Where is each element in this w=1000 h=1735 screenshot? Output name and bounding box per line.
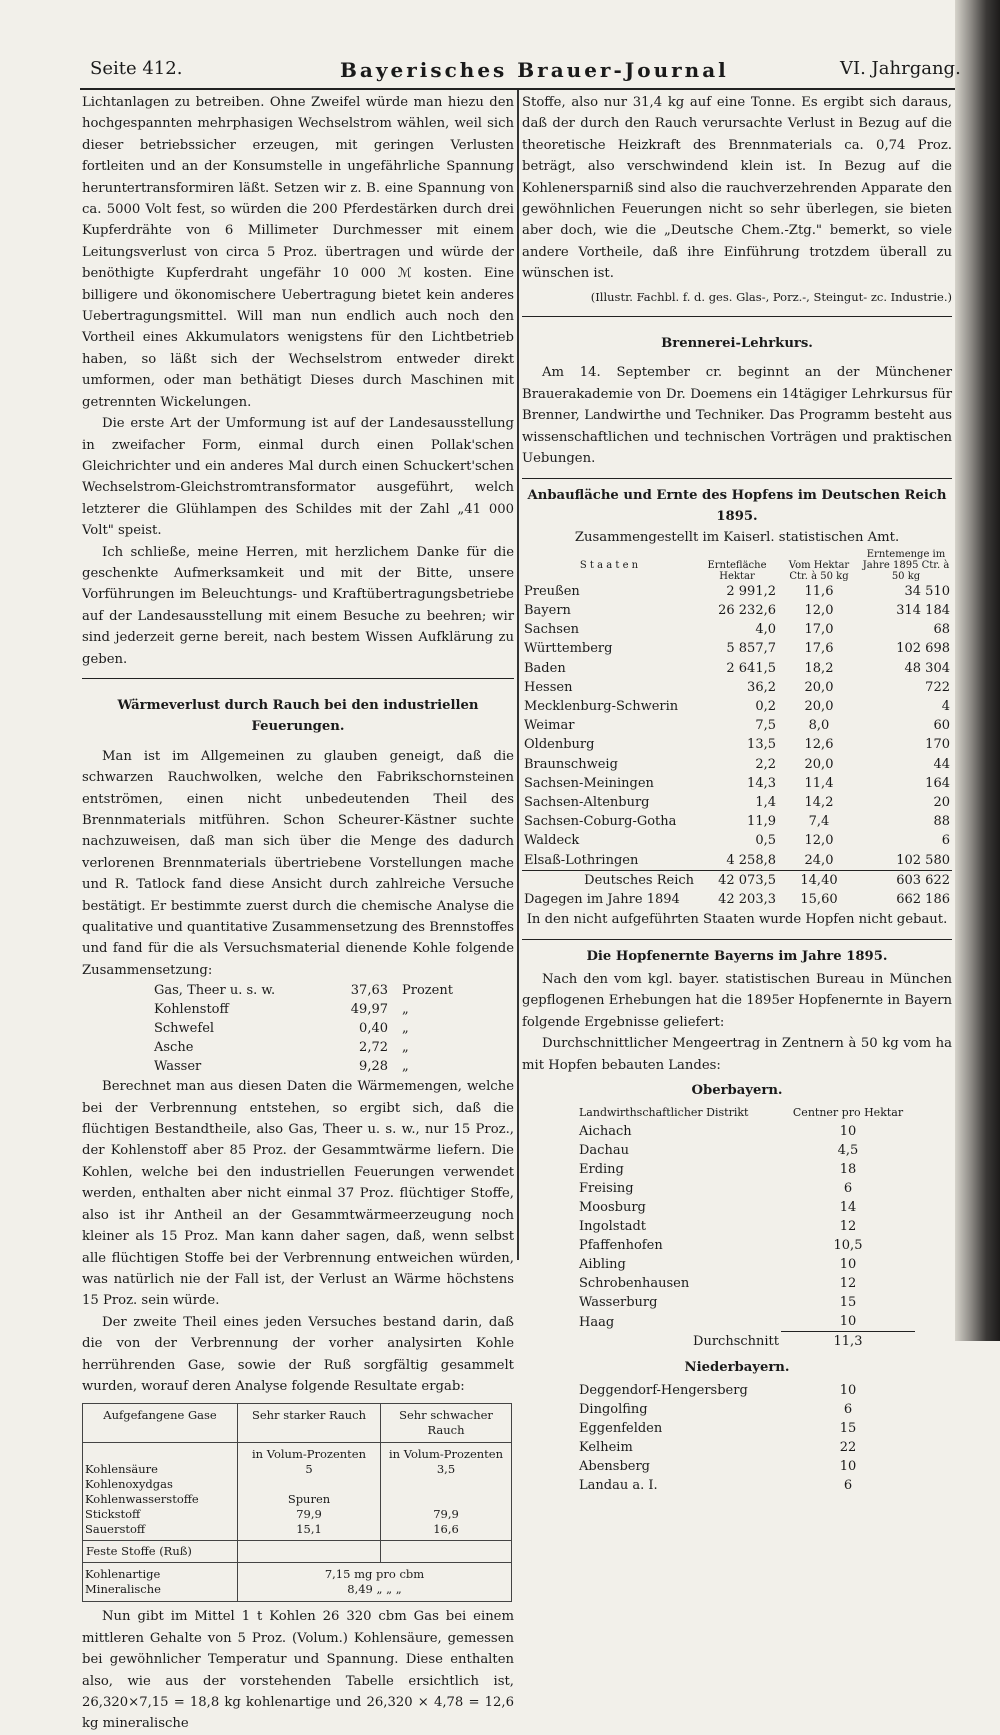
table-row: Preußen 2 991,2 11,6 34 510 <box>524 583 950 599</box>
table-row: Wasser 9,28 „ <box>154 1059 409 1075</box>
table-row: Eggenfelden 15 <box>579 1420 857 1436</box>
table-row: Weimar 7,5 8,0 60 <box>524 718 950 734</box>
table-row: Abensberg 10 <box>579 1458 857 1474</box>
paragraph: Lichtanlagen zu betreiben. Ohne Zweifel würde man hiezu den hochgespannten mehrphasigen Wechselstrom wählen, weil sich dieser betriebssicher erzeugen, mit geringen Verlusten fortleiten und an der Konsumstelle in ungefährliche Spannung heruntertransformiren läßt. Setzen wir z. B. eine Spannung von ca. 5000 Volt fest, so würden die 200 Pferdestärken durch drei Kupferdrähte von 6 Millimeter Durchmesser mit einem Leitungsverlust von circa 5 Proz. übertragen und würde der benöthigte Kupferdraht ungefähr 10 000 ℳ kosten. Eine billigere und ökonomischere Uebertragung bietet kein anderes Uebertragungsmittel. Will man nun endlich auch noch den Vortheil eines Akkumulators wenigstens für den Lichtbetrieb haben, so läßt sich der Wechselstrom entweder direkt umformen, oder man bethätigt Dieses durch Maschinen mit getrennten Wickelungen. <box>82 95 514 410</box>
paragraph: Stoffe, also nur 31,4 kg auf eine Tonne. Es ergibt sich daraus, daß der durch den Rauch verursachte Verlust in Bezug auf die theoretische Heizkraft des Brennmaterials ca. 0,74 Proz. beträgt, also verschwindend klein ist. In Bezug auf die Kohlenersparniß sind also die rauchverzehrenden Apparate den gewöhnlichen Feuerungen nicht so sehr überlegen, sie bieten aber doch, wie die „Deutsche Chem.-Ztg." bemerkt, so viele andere Vortheile, daß ihre Einführung trotzdem überall zu wünschen ist. <box>522 95 952 282</box>
page-edge-shadow <box>955 0 1000 1341</box>
table-row: Elsaß-Lothringen 4 258,8 24,0 102 580 <box>524 852 950 868</box>
table-row: Pfaffenhofen 10,5 <box>579 1238 863 1254</box>
paragraph: Der zweite Theil eines jeden Versuches bestand darin, daß die von der Verbrennung der vorher analysirten Kohle herrührenden Gase, sowie der Ruß sorgfältig gesammelt wurden, worauf deren Analyse folgende Resultate ergab: <box>82 1314 514 1394</box>
table-row: Moosburg 14 <box>579 1200 857 1216</box>
region-heading: Niederbayern. <box>684 1360 790 1376</box>
table-row: Asche 2,72 „ <box>154 1040 409 1056</box>
article-heading: Brennerei-Lehrkurs. <box>661 336 813 352</box>
page-number: Seite 412. <box>90 58 183 79</box>
table-row: Schwefel 0,40 „ <box>154 1021 409 1037</box>
table-row: Haag 10 <box>579 1314 857 1330</box>
right-column <box>522 92 952 1495</box>
table-row: Dingolfing 6 <box>579 1401 853 1417</box>
column-divider <box>517 90 519 1260</box>
table-header-row: Landwirthschaftlicher Distrikt Centner pro Hektar <box>579 1106 904 1120</box>
article-subheading: Zusammengestellt im Kaiserl. statistischen Amt. <box>574 530 900 546</box>
gas-analysis-table <box>82 1403 512 1602</box>
table-header-row: Aufgefangene Gase Sehr starker Rauch Sehr schwacher Rauch <box>83 1404 512 1443</box>
district-table-oberbayern <box>577 1103 915 1351</box>
volume-label: VI. Jahrgang. <box>840 58 961 79</box>
table-row: Aichach 10 <box>579 1124 857 1140</box>
table-row: Kelheim 22 <box>579 1439 857 1455</box>
table-row: Kohlenoxydgas <box>83 1477 512 1492</box>
source-citation: (Illustr. Fachbl. f. d. ges. Glas-, Porz.-, Steingut- zc. Industrie.) <box>590 289 952 304</box>
paragraph: Ich schließe, meine Herren, mit herzlichem Danke für die geschenkte Aufmerksamkeit und mit der Bitte, unsere Vorführungen im Beleuchtungs- und Kraftübertragungsbetriebe auf der Landesausstellung mit einem Besuche zu beehren; wir sind jederzeit gerne bereit, nach bestem Wissen Aufklärung zu geben. <box>82 544 514 667</box>
article-heading: Die Hopfenernte Bayerns im Jahre 1895. <box>586 948 888 964</box>
table-row: Deggendorf-Hengersberg 10 <box>579 1382 857 1398</box>
table-row: Schrobenhausen 12 <box>579 1276 857 1292</box>
section-rule <box>82 678 514 679</box>
table-row: Sachsen 4,0 17,0 68 <box>524 622 950 638</box>
table-row: in Volum-Prozenten in Volum-Prozenten <box>83 1443 512 1463</box>
table-row: Aibling 10 <box>579 1257 857 1273</box>
section-rule <box>522 478 952 479</box>
table-section-row: Feste Stoffe (Ruß) <box>83 1541 512 1563</box>
table-row: Wasserburg 15 <box>579 1295 857 1311</box>
district-table-niederbayern <box>577 1381 915 1495</box>
table-row: Dachau 4,5 <box>579 1143 859 1159</box>
table-row: Württemberg 5 857,7 17,6 102 698 <box>524 641 950 657</box>
table-row: Sachsen-Coburg-Gotha 11,9 7,4 88 <box>524 814 950 830</box>
table-row: Oldenburg 13,5 12,6 170 <box>524 737 950 753</box>
paragraph: Nun gibt im Mittel 1 t Kohlen 26 320 cbm Gas bei einem mittleren Gehalte von 5 Proz. (Volum.) Kohlensäure, gemessen bei gewöhnlicher Temperatur und Spannung. Diese enthalten also, wie aus der vorstehenden Tabelle ersichtlich ist, 26,320×7,15 = 18,8 kg kohlenartige und 26,320 × 4,78 = 12,6 kg mineralische <box>82 1609 514 1732</box>
paragraph: Die erste Art der Umformung ist auf der Landesausstellung in zweifacher Form, einmal durch einen Pollak'schen Gleichrichter und ein anderes Mal durch einen Schuckert'schen Wechselstrom-Gleichstromtransformator ausgeführt, welch letzterer die Glühlampen des Schildes mit der Zahl „41 000 Volt" speist. <box>82 416 514 539</box>
table-note: In den nicht aufgeführten Staaten wurde Hopfen nicht gebaut. <box>526 912 948 928</box>
table-row: Stickstoff 79,9 79,9 <box>83 1507 512 1522</box>
left-column <box>82 92 514 1735</box>
paragraph: Am 14. September cr. beginnt an der Münchener Brauerakademie von Dr. Doemens ein 14tägiger Lehrkursus für Brenner, Landwirthe und Techniker. Das Programm besteht aus wissenschaftlichen und technischen Vorträgen und praktischen Uebungen. <box>522 365 952 467</box>
table-row: Kohlenstoff 49,97 „ <box>154 1002 409 1018</box>
table-row: Gas, Theer u. s. w. 37,63 Prozent <box>154 983 453 999</box>
paragraph: Nach den vom kgl. bayer. statistischen Bureau in München gepflogenen Erhebungen hat die 1895er Hopfenernte in Bayern folgende Ergebnisse geliefert: <box>522 971 952 1030</box>
table-row: Freising 6 <box>579 1181 853 1197</box>
table-row: Sachsen-Meiningen 14,3 11,4 164 <box>524 775 950 791</box>
article-heading: Anbaufläche und Ernte des Hopfens im Deutschen Reich 1895. <box>527 487 947 524</box>
table-average-row: Durchschnitt 11,3 <box>577 1332 915 1352</box>
table-row: Waldeck 0,5 12,0 6 <box>524 833 950 849</box>
table-row: Kohlensäure 5 3,5 <box>83 1462 512 1477</box>
table-total-row: Deutsches Reich 42 073,5 14,40 603 622 <box>522 870 952 890</box>
table-row: Hessen 36,2 20,0 722 <box>524 679 950 695</box>
table-row: Bayern 26 232,6 12,0 314 184 <box>524 602 950 618</box>
table-row: Braunschweig 2,2 20,0 44 <box>524 756 950 772</box>
table-row: Sachsen-Altenburg 1,4 14,2 20 <box>524 794 950 810</box>
table-row: Dagegen im Jahre 1894 42 203,3 15,60 662 186 <box>524 891 950 907</box>
section-rule <box>522 316 952 317</box>
table-header-row: S t a a t e n Erntefläche Hektar Vom Hektar Ctr. à 50 kg Erntemenge im Jahre 1895 Ctr. à 50 kg <box>579 548 950 582</box>
table-row: Ingolstadt 12 <box>579 1219 857 1235</box>
table-row: Kohlenartige 7,15 mg pro cbm <box>83 1563 512 1583</box>
article-heading: Wärmeverlust durch Rauch bei den industriellen Feuerungen. <box>117 697 479 735</box>
paragraph: Man ist im Allgemeinen zu glauben geneigt, daß die schwarzen Rauchwolken, welche den Fabrikschornsteinen entströmen, einen nicht unbedeutenden Theil des Brennmaterials mitführen. Schon Scheurer-Kästner suchte nachzuweisen, daß man sich über die Menge des dadurch verlorenen Brennmaterials übertriebene Vorstellungen mache und R. Tatlock fand diese Ansicht durch zahlreiche Versuche bestätigt. Er bestimmte zuerst durch die chemische Analyse die qualitative und quantitative Zusammensetzung des Brennstoffes und fand für die als Versuchsmaterial dienende Kohle folgende Zusammensetzung: <box>82 748 514 978</box>
table-row: Landau a. I. 6 <box>579 1477 853 1493</box>
table-row: Baden 2 641,5 18,2 48 304 <box>524 660 950 676</box>
table-row: Kohlenwasserstoffe Spuren <box>83 1492 512 1507</box>
paragraph: Berechnet man aus diesen Daten die Wärmemengen, welche bei der Verbrennung entstehen, so ergibt sich, daß die flüchtigen Bestandtheile, also Gas, Theer u. s. w., nur 15 Proz., der Kohlenstoff aber 85 Proz. der Gesammtwärme liefern. Die Kohlen, welche bei den industriellen Feuerungen verwendet werden, enthalten aber nicht einmal 37 Proz. flüchtiger Stoffe, also ist ihr Antheil an der Gesammtwärmeerzeugung noch kleiner als 15 Proz. Man kann daher sagen, daß, wenn selbst alle flüchtigen Stoffe bei der Verbrennung entweichen würden, was natürlich nie der Fall ist, der Verlust an Wärme höchstens 15 Proz. sein würde. <box>82 1079 514 1309</box>
hop-harvest-table <box>522 549 952 909</box>
table-row: Erding 18 <box>579 1162 857 1178</box>
table-row: Mecklenburg-Schwerin 0,2 20,0 4 <box>524 698 950 714</box>
table-row: Mineralische 8,49 „ „ „ <box>83 1582 512 1602</box>
paragraph: Durchschnittlicher Mengeertrag in Zentnern à 50 kg vom ha mit Hopfen bebauten Landes: <box>522 1036 952 1073</box>
journal-title: Bayerisches Brauer-Journal <box>340 58 729 82</box>
region-heading: Oberbayern. <box>691 1083 783 1099</box>
table-row: Sauerstoff 15,1 16,6 <box>83 1522 512 1541</box>
composition-table <box>152 981 455 1076</box>
section-rule <box>522 939 952 940</box>
